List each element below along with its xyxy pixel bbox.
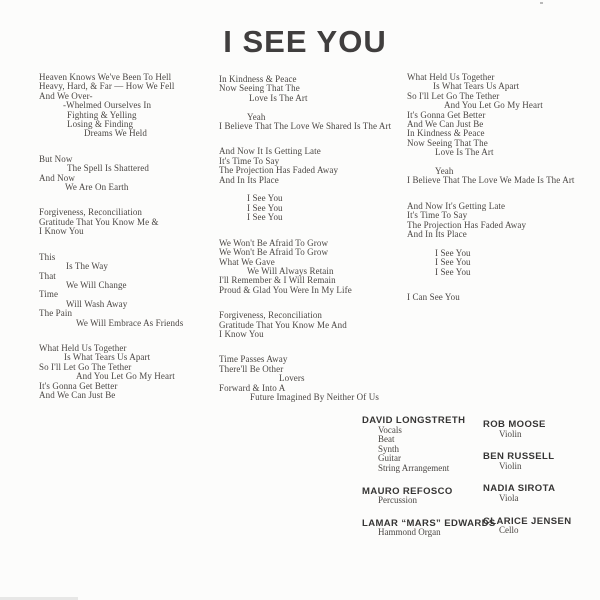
lyric-line: I Know You	[219, 328, 264, 339]
lyric-line: This	[39, 251, 56, 262]
lyric-line: And In Its Place	[219, 174, 279, 185]
lyric-stanza	[39, 344, 219, 400]
lyric-stanza	[219, 239, 409, 295]
lyric-line: So I'll Let Go The Tether	[39, 361, 132, 372]
instrument-role: Hammond Organ	[378, 527, 441, 538]
lyric-line: Forward & Into A	[219, 382, 286, 393]
instrument-role: String Arrangement	[378, 462, 450, 473]
lyric-line: Lovers	[279, 373, 305, 384]
lyric-stanza	[39, 73, 219, 139]
lyric-line: -Whelmed Ourselves In	[63, 100, 152, 111]
musician-name: CLARICE JENSEN	[483, 515, 572, 527]
lyrics-column-2	[219, 75, 409, 418]
lyric-stanza	[219, 355, 409, 402]
lyric-line: I Believe That The Love We Made Is The Art	[407, 175, 575, 186]
instrument-role: Violin	[499, 428, 522, 439]
lyric-line: It's Time To Say	[407, 210, 468, 221]
musician-name: DAVID LONGSTRETH	[362, 415, 466, 426]
lyrics-column-1	[39, 73, 219, 416]
lyric-line: And In Its Place	[407, 229, 467, 240]
lyric-line: And You Let Go My Heart	[76, 371, 175, 382]
lyrics-column-3	[407, 73, 597, 319]
lyric-line: What We Gave	[219, 256, 275, 267]
lyric-line: Fighting & Yelling	[67, 109, 137, 120]
lyric-line: Will Wash Away	[66, 298, 128, 309]
lyric-line: But Now	[39, 153, 73, 164]
credit-entry	[483, 484, 593, 503]
lyric-line: Is What Tears Us Apart	[433, 81, 520, 92]
lyric-line: Gratitude That You Know Me &	[39, 216, 159, 227]
lyric-line: I See You	[435, 266, 471, 277]
lyric-line: Yeah	[435, 166, 454, 177]
lyric-line: Gratitude That You Know Me And	[219, 319, 347, 330]
musician-name: LAMAR “MARS” EDWARDS	[362, 517, 496, 529]
lyric-line: And We Can Just Be	[39, 389, 116, 400]
lyric-line: Dreams We Held	[84, 128, 147, 139]
lyric-stanza	[219, 311, 409, 339]
instrument-role: Guitar	[378, 453, 401, 464]
lyric-line: We Will Embrace As Friends	[76, 317, 184, 328]
lyric-stanza	[219, 147, 409, 222]
lyric-line: It's Gonna Get Better	[407, 109, 486, 120]
lyric-line: In Kindness & Peace	[407, 128, 485, 139]
lyric-line: What Held Us Together	[407, 72, 495, 82]
lyric-line: Heavy, Hard, & Far — How We Fell	[39, 81, 175, 92]
lyric-line: Forgiveness, Reconciliation	[219, 310, 323, 321]
lyric-line: We Are On Earth	[65, 182, 129, 193]
instrument-role: Synth	[378, 443, 400, 454]
instrument-role: Viola	[499, 492, 519, 503]
lyric-line: What Held Us Together	[39, 342, 127, 353]
lyric-line: I See You	[247, 193, 283, 204]
instrument-role: Violin	[499, 460, 522, 471]
scan-speck	[540, 2, 543, 4]
lyric-line: The Projection Has Faded Away	[407, 219, 527, 230]
lyric-line: The Projection Has Faded Away	[219, 165, 339, 176]
lyric-line: There'll Be Other	[219, 363, 284, 374]
credit-entry	[362, 517, 496, 538]
musician-name: MAURO REFOSCO	[362, 485, 453, 497]
lyric-line: Now Seeing That The	[407, 137, 488, 148]
lyric-stanza	[407, 293, 597, 302]
page-title: I SEE YOU	[223, 24, 387, 59]
instrument-role: Percussion	[378, 495, 417, 506]
lyric-line: Heaven Knows We've Been To Hell	[39, 72, 172, 82]
lyric-stanza	[39, 208, 219, 236]
lyric-line: I Know You	[39, 226, 84, 237]
credit-entry	[362, 416, 480, 474]
credit-entry	[483, 452, 593, 471]
lyric-line: Is The Way	[66, 261, 108, 272]
lyric-line: I See You	[435, 257, 471, 268]
lyric-line: And Now It Is Getting Late	[219, 146, 321, 157]
lyric-line: That	[39, 270, 56, 281]
lyric-line: In Kindness & Peace	[219, 74, 297, 84]
lyric-line: The Pain	[39, 308, 73, 319]
lyric-line: Future Imagined By Neither Of Us	[250, 391, 379, 402]
lyric-stanza	[39, 155, 219, 193]
lyric-line: So I'll Let Go The Tether	[407, 90, 500, 101]
lyric-stanza	[407, 202, 597, 277]
lyric-line: Time Passes Away	[219, 354, 288, 365]
lyric-line: We Won't Be Afraid To Grow	[219, 237, 329, 248]
lyric-line: I Believe That The Love We Shared Is The Art	[219, 121, 392, 132]
lyric-line: We Will Change	[66, 279, 127, 290]
lyric-line: I Can See You	[407, 292, 460, 303]
lyric-line: Losing & Finding	[67, 119, 134, 130]
musician-name: BEN RUSSELL	[483, 451, 555, 463]
credits-column-left	[362, 415, 496, 551]
lyric-line: I'll Remember & I Will Remain	[219, 275, 336, 286]
musician-name: ROB MOOSE	[483, 419, 546, 430]
lyric-line: Forgiveness, Reconciliation	[39, 207, 143, 218]
credit-entry	[483, 517, 593, 536]
lyric-stanza	[39, 253, 219, 328]
lyric-line: Love Is The Art	[435, 147, 494, 158]
lyric-line: And We Can Just Be	[407, 119, 484, 130]
lyric-line: I See You	[435, 247, 471, 258]
instrument-role: Vocals	[378, 424, 402, 435]
lyric-line: I See You	[247, 202, 283, 213]
lyric-line: It's Gonna Get Better	[39, 380, 118, 391]
lyric-line: And Now It's Getting Late	[407, 200, 506, 211]
lyric-line: And We Over-	[39, 90, 93, 101]
lyric-line: We Will Always Retain	[247, 265, 334, 276]
lyric-line: We Won't Be Afraid To Grow	[219, 247, 329, 258]
credit-entry	[483, 420, 593, 439]
lyric-line: Now Seeing That The	[219, 83, 300, 94]
lyric-line: Time	[39, 289, 59, 300]
instrument-role: Beat	[378, 434, 395, 445]
musician-name: NADIA SIROTA	[483, 483, 556, 495]
lyric-line: And Now	[39, 172, 75, 183]
credit-entry	[362, 487, 480, 506]
lyric-stanza	[219, 75, 409, 131]
lyric-line: Love Is The Art	[249, 92, 308, 103]
lyric-line: Is What Tears Us Apart	[64, 352, 151, 363]
lyric-line: It's Time To Say	[219, 155, 280, 166]
lyric-line: I See You	[247, 212, 283, 223]
instrument-role: Cello	[499, 525, 519, 536]
lyric-line: Proud & Glad You Were In My Life	[219, 284, 352, 295]
lyric-line: And You Let Go My Heart	[444, 100, 543, 111]
lyric-line: The Spell Is Shattered	[67, 163, 149, 174]
credits-column-right	[483, 420, 593, 549]
lyric-stanza	[407, 73, 597, 186]
lyric-line: Yeah	[247, 111, 266, 122]
